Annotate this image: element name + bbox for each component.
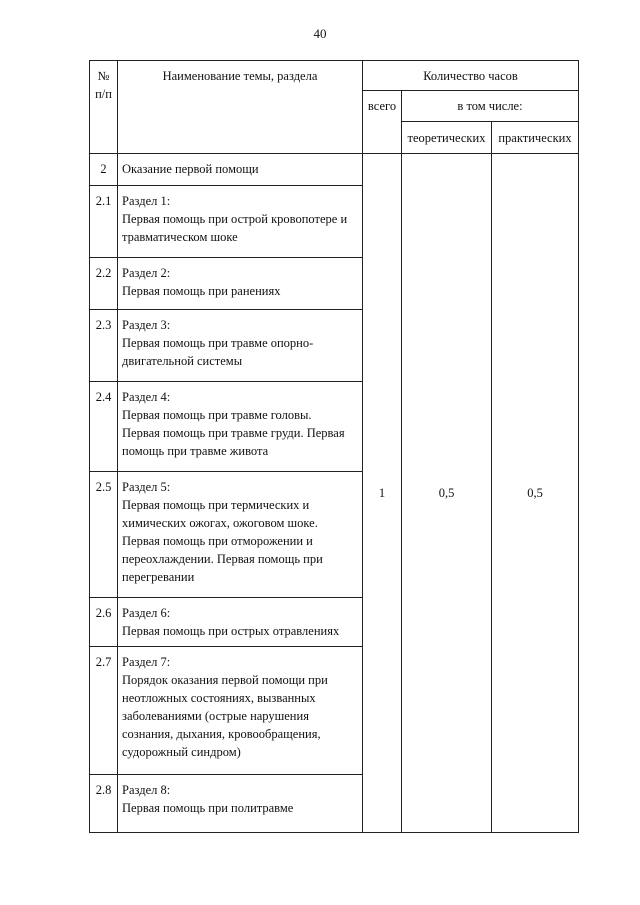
row-title-line: Первая помощь при травме опорно- bbox=[122, 336, 314, 350]
row-title-line: Первая помощь при политравме bbox=[122, 801, 294, 815]
header-hours: Количество часов bbox=[363, 61, 579, 91]
row-title bbox=[118, 154, 363, 186]
row-number: 2.8 bbox=[90, 775, 118, 833]
row-title-line: сознания, дыхания, кровообращения, bbox=[122, 727, 321, 741]
row-number: 2.4 bbox=[90, 382, 118, 472]
row-title-line: Первая помощь при острых отравлениях bbox=[122, 624, 340, 638]
row-title-line: перегревании bbox=[122, 570, 195, 584]
row-title bbox=[118, 647, 363, 775]
theory-hours: 0,5 bbox=[402, 154, 492, 833]
row-title-line: Порядок оказания первой помощи при bbox=[122, 673, 328, 687]
header-including: в том числе: bbox=[402, 91, 579, 122]
row-title-line: Раздел 1: bbox=[122, 194, 171, 208]
row-title-line: помощь при травме живота bbox=[122, 444, 269, 458]
header-practice: практических bbox=[492, 122, 579, 154]
row-title-line: Раздел 2: bbox=[122, 266, 171, 280]
row-title-line: Первая помощь при отморожении и bbox=[122, 534, 313, 548]
row-title-line: Раздел 3: bbox=[122, 318, 171, 332]
row-title-line: химических ожогах, ожоговом шоке. bbox=[122, 516, 318, 530]
row-title bbox=[118, 382, 363, 472]
row-title bbox=[118, 258, 363, 310]
header-name: Наименование темы, раздела bbox=[118, 61, 363, 154]
row-number: 2.2 bbox=[90, 258, 118, 310]
table-row bbox=[90, 154, 579, 186]
header-total: всего bbox=[363, 91, 402, 154]
page-number: 40 bbox=[313, 26, 327, 41]
row-number: 2.5 bbox=[90, 472, 118, 598]
row-title-line: неотложных состояниях, вызванных bbox=[122, 691, 316, 705]
row-title bbox=[118, 186, 363, 258]
row-title-line: переохлаждении. Первая помощь при bbox=[122, 552, 323, 566]
row-title-line: двигательной системы bbox=[122, 354, 243, 368]
row-title-line: Раздел 7: bbox=[122, 655, 171, 669]
header-num-label: № п/п bbox=[95, 69, 112, 101]
row-title-line: Первая помощь при травме груди. Первая bbox=[122, 426, 345, 440]
row-number: 2.7 bbox=[90, 647, 118, 775]
row-title bbox=[118, 598, 363, 647]
row-title bbox=[118, 775, 363, 833]
row-title bbox=[118, 472, 363, 598]
row-title-line: Первая помощь при термических и bbox=[122, 498, 310, 512]
practice-hours: 0,5 bbox=[492, 154, 579, 833]
header-theory: теоретических bbox=[402, 122, 492, 154]
row-title-line: Раздел 4: bbox=[122, 390, 171, 404]
hours-table bbox=[89, 60, 579, 833]
total-hours: 1 bbox=[363, 154, 402, 833]
row-title bbox=[118, 310, 363, 382]
row-title-line: судорожный синдром) bbox=[122, 745, 241, 759]
row-title-line: Оказание первой помощи bbox=[122, 162, 259, 176]
row-title-line: Раздел 8: bbox=[122, 783, 171, 797]
row-title-line: травматическом шоке bbox=[122, 230, 238, 244]
row-title-line: заболеваниями (острые нарушения bbox=[122, 709, 309, 723]
row-number: 2.3 bbox=[90, 310, 118, 382]
row-title-line: Первая помощь при острой кровопотере и bbox=[122, 212, 348, 226]
row-number: 2 bbox=[90, 154, 118, 186]
row-title-line: Первая помощь при травме головы. bbox=[122, 408, 312, 422]
row-title-line: Первая помощь при ранениях bbox=[122, 284, 281, 298]
header-num bbox=[90, 61, 118, 154]
row-title-line: Раздел 6: bbox=[122, 606, 171, 620]
row-number: 2.6 bbox=[90, 598, 118, 647]
row-title-line: Раздел 5: bbox=[122, 480, 171, 494]
row-number: 2.1 bbox=[90, 186, 118, 258]
